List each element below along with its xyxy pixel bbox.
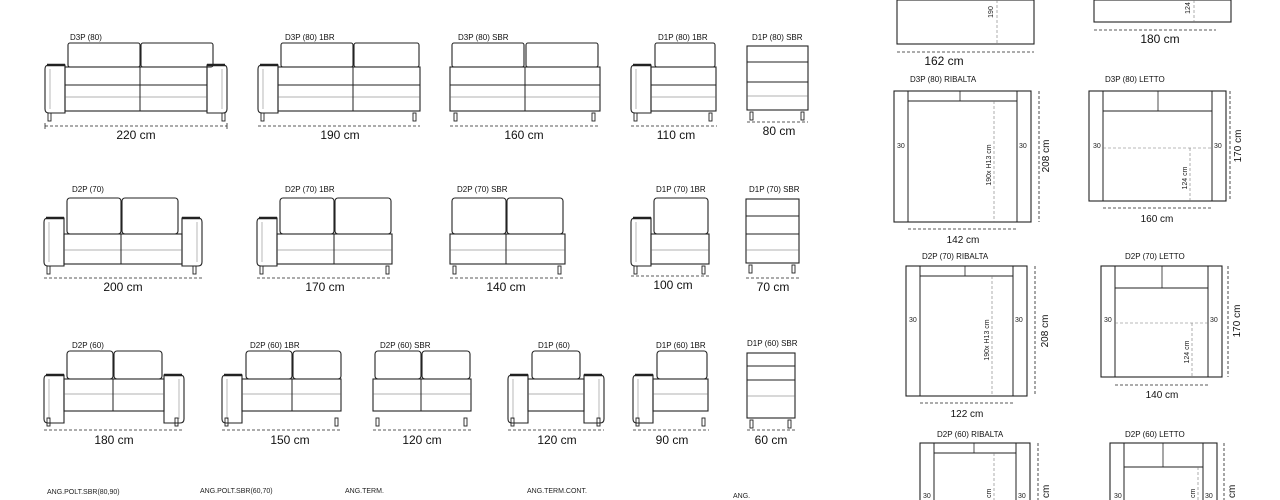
sofa-d3p-80-1br: [258, 33, 420, 142]
width-label: 60 cm: [754, 433, 788, 447]
arm-dim: 30: [909, 317, 917, 324]
model-code: D3P (80) LETTO: [1105, 75, 1165, 84]
depth-label: 170 cm: [1233, 129, 1244, 163]
model-code: D1P (60): [538, 341, 570, 350]
sofa-d2p-60-1br: [222, 341, 341, 447]
model-code: D2P (60): [72, 341, 104, 350]
width-label: 160 cm: [1140, 214, 1174, 225]
corner-label: ANG.: [733, 493, 751, 500]
arm-dim: 30: [1093, 143, 1101, 150]
sofa-d1p-60: [508, 341, 604, 447]
arm-dim: 30: [1018, 493, 1026, 500]
width-label: 220 cm: [116, 128, 156, 142]
sofa-d1p-60-sbr: [747, 339, 798, 447]
sofa-d1p-60-1br: [633, 341, 709, 447]
width-label: 160 cm: [504, 128, 544, 142]
arm-dim: 30: [1210, 317, 1218, 324]
width-label: 190 cm: [320, 128, 360, 142]
plan-d2p-70-letto: [1101, 252, 1243, 401]
inner-dim: 124: [1185, 2, 1192, 14]
width-label: 70 cm: [756, 280, 790, 294]
width-label: 80 cm: [762, 124, 796, 138]
model-code: D2P (70) RIBALTA: [922, 252, 989, 261]
model-code: D3P (80): [70, 33, 102, 42]
width-label: 200 cm: [103, 280, 143, 294]
width-label: 142 cm: [946, 235, 980, 246]
arm-dim: 30: [897, 143, 905, 150]
depth-label: 170 cm: [1232, 304, 1243, 338]
sofa-elevations: [44, 33, 808, 500]
sofa-d1p-70-sbr: [746, 185, 800, 294]
corner-label: ANG.TERM.: [345, 488, 384, 495]
model-code: D2P (70) SBR: [457, 185, 508, 194]
width-label: 140 cm: [1145, 390, 1179, 401]
model-code: D1P (60) 1BR: [656, 341, 706, 350]
depth-label: 208 cm: [1040, 314, 1051, 348]
width-label: 180 cm: [94, 433, 134, 447]
model-code: D2P (60) SBR: [380, 341, 431, 350]
corner-label: ANG.POLT.SBR(80,90): [47, 489, 120, 496]
arm-dim: 30: [1015, 317, 1023, 324]
corner-label: ANG.TERM.CONT.: [527, 488, 587, 495]
width-label: 122 cm: [950, 409, 984, 420]
arm-dim: 30: [923, 493, 931, 500]
width-label: 162 cm: [924, 54, 964, 68]
plan-d3p-80-ribalta: [894, 75, 1052, 246]
model-code: D2P (70) 1BR: [285, 185, 335, 194]
inner-dim: cm: [986, 488, 993, 498]
bed-plan-views: [894, 0, 1244, 500]
plan-d3p-80-letto: [1089, 75, 1244, 225]
inner-dim: 124 cm: [1184, 340, 1191, 364]
width-label: 120 cm: [402, 433, 442, 447]
model-code: D1P (70) SBR: [749, 185, 800, 194]
model-code: D2P (60) 1BR: [250, 341, 300, 350]
model-code: D3P (80) SBR: [458, 33, 509, 42]
sofa-d3p-80: [45, 33, 227, 142]
inner-dim: 190x H13 cm: [986, 144, 993, 186]
sofa-d2p-70-1br: [257, 185, 392, 294]
plan-d2p-70-ribalta: [906, 252, 1051, 420]
model-code: D1P (80) 1BR: [658, 33, 708, 42]
plan-d2p-60-ribalta: [920, 430, 1052, 500]
depth-label: 208 cm: [1041, 139, 1052, 173]
width-label: 120 cm: [537, 433, 577, 447]
inner-dim: 190x H13 cm: [984, 319, 991, 361]
sofa-d2p-70-sbr: [450, 185, 565, 294]
sofa-d1p-80-1br: [631, 33, 717, 142]
arm-dim: 30: [1114, 493, 1122, 500]
sofa-d2p-60: [44, 341, 184, 447]
width-label: 170 cm: [305, 280, 345, 294]
model-code: D2P (70) LETTO: [1125, 252, 1185, 261]
sofa-d3p-80-sbr: [450, 33, 600, 142]
sofa-d2p-70: [44, 185, 202, 294]
arm-dim: 30: [1104, 317, 1112, 324]
sofa-d1p-80-sbr: [747, 33, 808, 138]
model-code: D2P (60) LETTO: [1125, 430, 1185, 439]
arm-dim: 30: [1214, 143, 1222, 150]
corner-label: ANG.POLT.SBR(60,70): [200, 488, 273, 495]
width-label: 90 cm: [655, 433, 689, 447]
model-code: D2P (60) RIBALTA: [937, 430, 1004, 439]
model-code: D1P (80) SBR: [752, 33, 803, 42]
model-code: D2P (70): [72, 185, 104, 194]
depth-label: cm: [1227, 484, 1238, 498]
inner-dim: cm: [1190, 488, 1197, 498]
model-code: D3P (80) RIBALTA: [910, 75, 977, 84]
width-label: 180 cm: [1140, 32, 1180, 46]
inner-dim: 190: [988, 6, 995, 18]
sofa-d2p-60-sbr: [373, 341, 471, 447]
width-label: 100 cm: [653, 278, 693, 292]
model-code: D1P (60) SBR: [747, 339, 798, 348]
width-label: 150 cm: [270, 433, 310, 447]
model-code: D3P (80) 1BR: [285, 33, 335, 42]
plan-top-left: [897, 0, 1034, 68]
inner-dim: 124 cm: [1182, 166, 1189, 190]
arm-dim: 30: [1019, 143, 1027, 150]
plan-d2p-60-letto: [1110, 430, 1238, 500]
plan-top-right: [1094, 0, 1231, 46]
model-code: D1P (70) 1BR: [656, 185, 706, 194]
width-label: 140 cm: [486, 280, 526, 294]
depth-label: cm: [1041, 484, 1052, 498]
sofa-d1p-70-1br: [631, 185, 710, 292]
width-label: 110 cm: [656, 128, 696, 142]
arm-dim: 30: [1205, 493, 1213, 500]
